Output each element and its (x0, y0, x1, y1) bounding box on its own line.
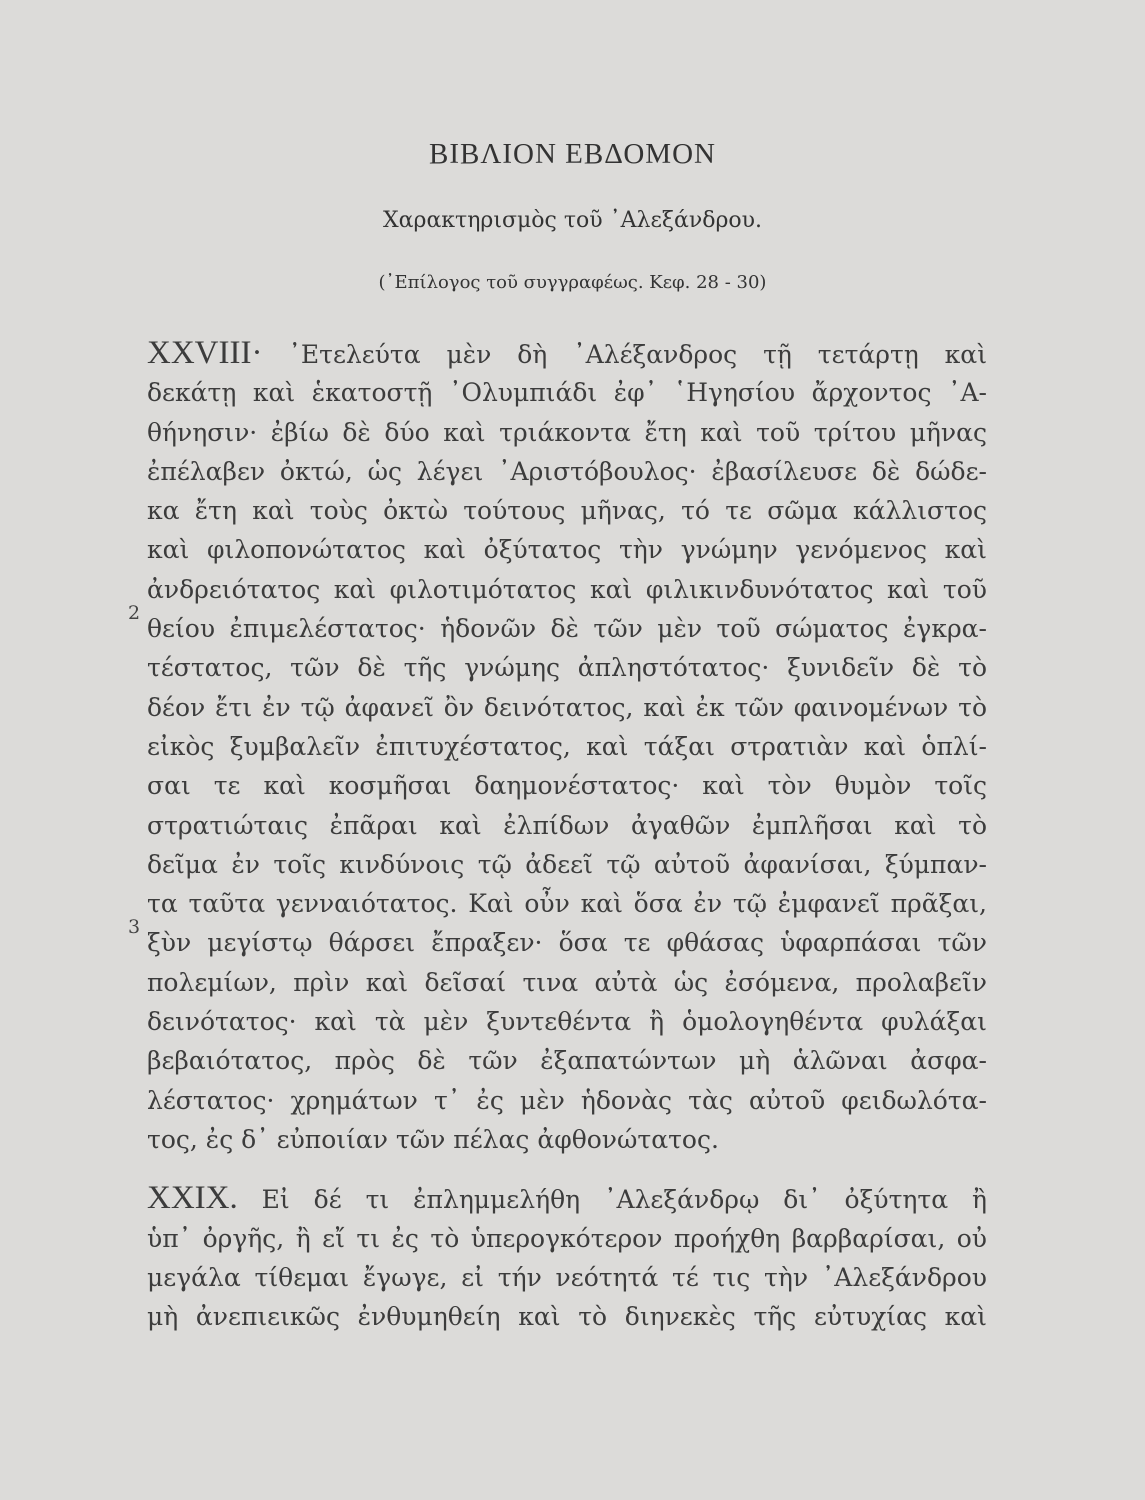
text-line (147, 334, 987, 373)
text-line: κα ἔτη καὶ τοὺς ὀκτὼ τούτους μῆνας, τό τε σῶμα κάλλιστος (147, 496, 987, 526)
text-line: δεινότατος· καὶ τὰ μὲν ξυντεθέντα ἢ ὁμολογηθέντα φυλάξαι (147, 1007, 987, 1037)
text-line: θείου ἐπιμελέστατος· ἡδονῶν δὲ τῶν μὲν τοῦ σώματος ἐγκρα- (147, 614, 987, 644)
text-line: πολεμίων, πρὶν καὶ δεῖσαί τινα αὐτὰ ὡς ἐσόμενα, προλαβεῖν (147, 967, 987, 997)
text-line: ἐπέλαβεν ὀκτώ, ὡς λέγει ᾿Αριστόβουλος· ἐβασίλευσε δὲ δώδε- (147, 456, 987, 486)
chapter-numeral: XXVIII· (147, 335, 263, 371)
book-title: ΒΙΒΛΙΟΝ ΕΒΔΟΜΟΝ (429, 138, 716, 170)
chapter-numeral: XXIX. (147, 1180, 238, 1217)
text-line: στρατιώταις ἐπᾶραι καὶ ἐλπίδων ἀγαθῶν ἐμπλῆσαι καὶ τὸ (147, 810, 987, 840)
chapter-reference: (᾿Επίλογος τοῦ συγγραφέως. Κεφ. 28 - 30) (378, 272, 767, 293)
chapter-opening: Εἰ δέ τι ἐπλημμελήθη ᾿Αλεξάνδρῳ δι᾿ ὀξύτητα ἢ (261, 1185, 987, 1215)
text-line: τος, ἐς δ᾿ εὐποιίαν τῶν πέλας ἀφθονώτατος. (147, 1124, 719, 1154)
text-line: σαι τε καὶ κοσμῆσαι δαημονέστατος· καὶ τὸν θυμὸν τοῖς (147, 771, 987, 801)
text-line (147, 1179, 987, 1218)
main-text (147, 334, 987, 1336)
text-line: δεῖμα ἐν τοῖς κινδύνοις τῷ ἀδεεῖ τῷ αὐτοῦ ἀφανίσαι, ξύμπαν- (147, 849, 987, 879)
text-line: ὑπ᾿ ὀργῆς, ἢ εἴ τι ἐς τὸ ὑπερογκότερον προήχθη βαρβαρίσαι, οὐ (147, 1223, 987, 1253)
text-line: βεβαιότατος, πρὸς δὲ τῶν ἐξαπατώντων μὴ ἁλῶναι ἀσφα- (147, 1046, 987, 1076)
text-line: τα ταῦτα γενναιότατος. Καὶ οὖν καὶ ὅσα ἐν τῷ ἐμφανεῖ πρᾶξαι, (147, 889, 987, 919)
chapter-opening: ᾿Ετελεύτα μὲν δὴ ᾿Αλέξανδρος τῇ τετάρτῃ καὶ (288, 340, 987, 369)
section-number-3: 3 (128, 916, 141, 938)
text-line: μὴ ἀνεπιεικῶς ἐνθυμηθείη καὶ τὸ διηνεκὲς τῆς εὐτυχίας καὶ (147, 1302, 987, 1332)
text-line: εἰκὸς ξυμβαλεῖν ἐπιτυχέστατος, καὶ τάξαι στρατιὰν καὶ ὁπλί- (147, 731, 987, 761)
section-number-2: 2 (128, 602, 141, 624)
text-line: θήνησιν· ἐβίω δὲ δύο καὶ τριάκοντα ἔτη καὶ τοῦ τρίτου μῆνας (147, 417, 987, 447)
text-line: ξὺν μεγίστῳ θάρσει ἔπραξεν· ὅσα τε φθάσας ὑφαρπάσαι τῶν (147, 928, 987, 958)
text-line: λέστατος· χρημάτων τ᾿ ἐς μὲν ἡδονὰς τὰς αὐτοῦ φειδωλότα- (147, 1085, 987, 1115)
text-line: μεγάλα τίθεμαι ἔγωγε, εἰ τήν νεότητά τέ τις τὴν ᾿Αλεξάνδρου (147, 1262, 987, 1292)
text-line: τέστατος, τῶν δὲ τῆς γνώμης ἀπληστότατος· ξυνιδεῖν δὲ τὸ (147, 653, 987, 683)
text-line: καὶ φιλοπονώτατος καὶ ὀξύτατος τὴν γνώμην γενόμενος καὶ (147, 535, 987, 565)
text-line: δεκάτῃ καὶ ἑκατοστῇ ᾿Ολυμπιάδι ἐφ᾿ ῾Ηγησίου ἄρχοντος ᾿Α- (147, 378, 987, 408)
text-line: δέον ἔτι ἐν τῷ ἀφανεῖ ὂν δεινότατος, καὶ ἐκ τῶν φαινομένων τὸ (147, 692, 987, 722)
text-line: ἀνδρειότατος καὶ φιλοτιμότατος καὶ φιλικινδυνότατος καὶ τοῦ (147, 574, 987, 604)
chapter-subtitle: Χαρακτηρισμὸς τοῦ ᾿Αλεξάνδρου. (383, 208, 762, 233)
